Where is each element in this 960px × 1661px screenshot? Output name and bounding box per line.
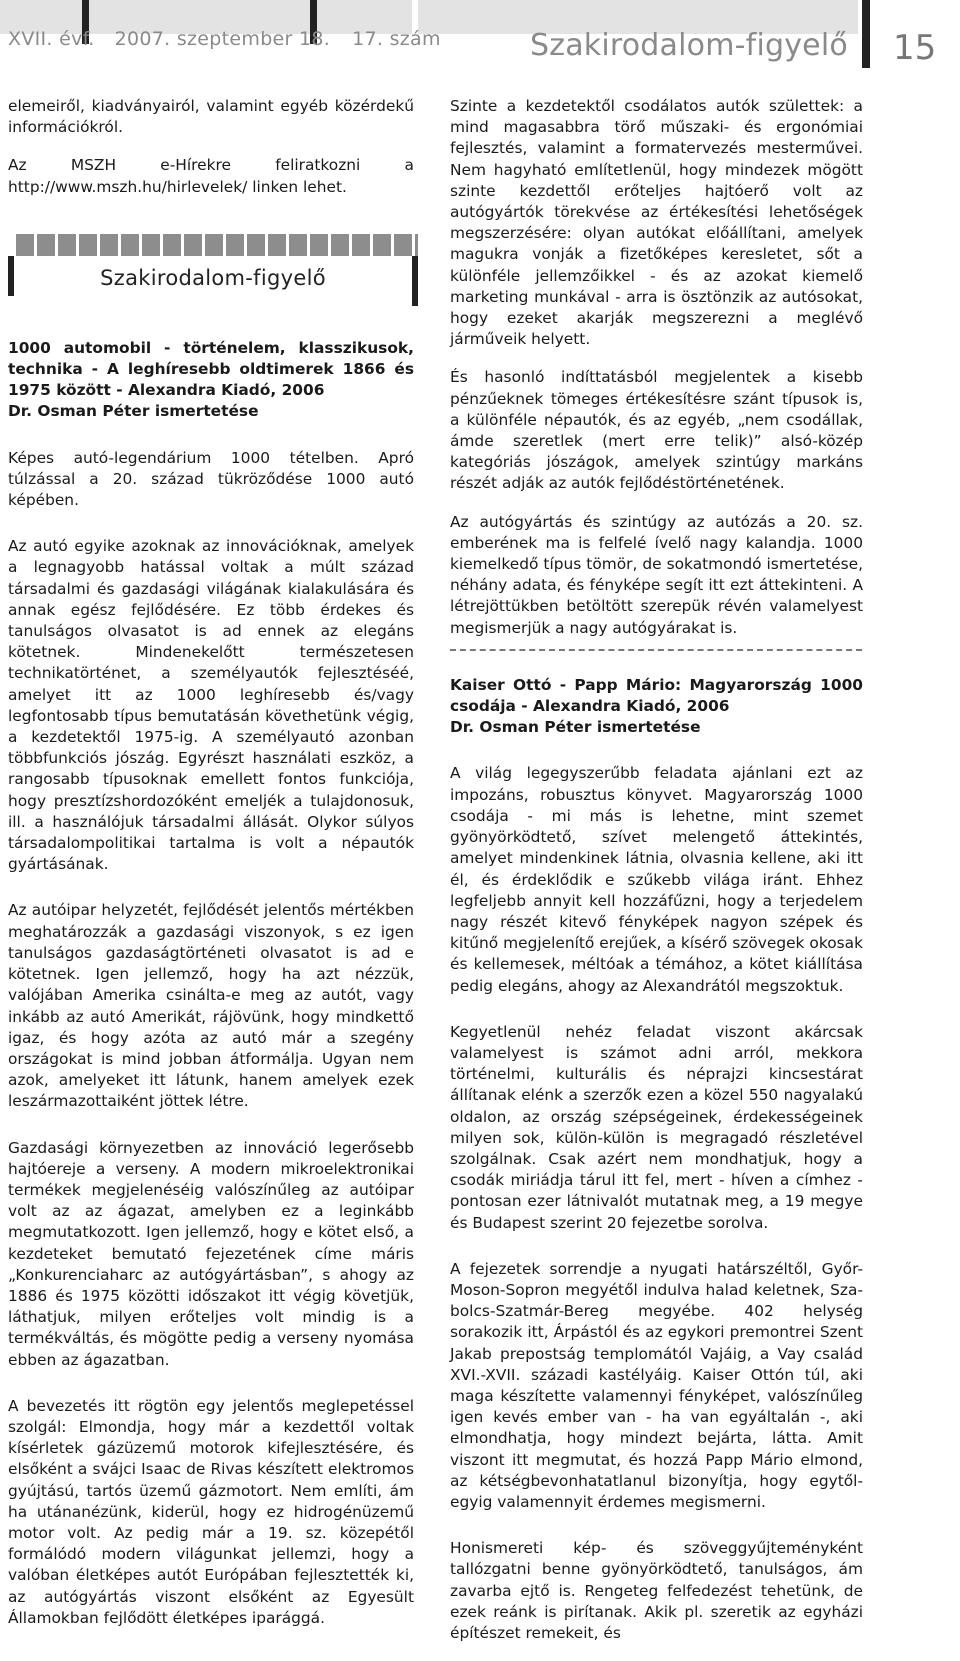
right-column: [450, 96, 863, 1661]
body-paragraph: Szinte a kezdetektől csodálatos autók születtek: a mind magasabbra törő műszaki- és ergonómiai fejlesztés, valamint a formatervezés mesterművei. Nem hagyható említetlenül, hogy mindezek mögött szinte kezdettől erőteljes hajtóerő volt az autógyártók törekvése az értékesítési lehetőségek megszerzésére: olyan autókat előállítani, amelyek magukra vonják a fizetőképes keresletet, sőt a különféle jellemzőikkel - és az azokat kiemelő marketing munkával - arra is ösztönzik az autósokat, hogy ezeket akarják megszerezni a meglévő járműveik helyett.: [450, 97, 863, 349]
section-title: Szakirodalom-figyelő: [530, 28, 848, 63]
intro-subscribe-paragraph: Az MSZH e-Hírekre feliratkozni a http://www.mszh.hu/hirlevelek/ linken lehet.: [8, 156, 414, 196]
section-divider: [450, 649, 862, 651]
body-paragraph: A világ legegyszerűbb feladata ajánlani ezt az impozáns, robusztus könyvet. Magyarország 1000 csodája - mi más is lehetne, mint szemet gyönyörködtető, szívet melengető áttekintés, amelyet mindenkinek látnia, olvasnia kellene, aki itt él, és érdeklődik e szűkebb világa iránt. Ehhez legfeljebb annyit kell hozzáfűzni, hogy a terjedelem nagy részét kitevő fényképek nagyon szépek és kitűnő megjelenítő erejűek, a kísérő szövegek okosak és kellemesek, méltóak a témához, a kötet kiállítása pedig elegáns, ahogy az Alexandrától megszoktuk.: [450, 764, 863, 995]
section-box: [8, 234, 418, 314]
intro-paragraph: elemeiről, kiadványairól, valamint egyéb közérdekű információkról.: [8, 97, 414, 137]
box-title: Szakirodalom-figyelő: [100, 265, 326, 290]
body-paragraph: Gazdasági környezetben az innováció legerősebb hajtóereje a verseny. A modern mikroelektronikai termékek megjelenéséig valószínűleg az autóipar volt az az ágazat, amelyben ez a leginkább megmutatkozott. Igen jellemző, hogy e kötet első, a kezdeteket bemutató fejezetének címe máris „Konkurenciaharc az autógyártásban”, s ahogy az 1886 és 1975 közötti időszakot itt végig követjük, láthatjuk, milyen erőteljes volt mindig is a termékváltás, és mögötte pedig a verseny nyomása ebben az ágazatban.: [8, 1138, 414, 1369]
book-title: Kaiser Ottó - Papp Mário: Magyarország 1000 csodája - Alexandra Kiadó, 2006: [450, 675, 863, 716]
header-divider: [862, 0, 870, 68]
book-reviewer: Dr. Osman Péter ismertetése: [450, 718, 701, 737]
box-stripe: [16, 234, 418, 256]
header-issue-info: [8, 28, 441, 50]
body-paragraph: És hasonló indíttatásból megjelentek a kisebb pénzűeknek tömeges értékesítésre szánt típusok is, a különféle népautók, és az egyéb, „nem csodállak, ámde szeretlek (mert erre telik)” alsó-közép kategóriás jószágok, amelyek szintúgy markáns részét adják az autók fejlődéstörténetének.: [450, 368, 863, 493]
body-paragraph: Az autóipar helyzetét, fejlődését jelentős mértékben meghatározzák a gazdasági viszonyok, s ez igen tanulságos gazdaságtörténeti olvasatot is ad e kötetnek. Igen jellemző, hogy ha azt nézzük, valójában Amerika csinálta-e meg az autót, vagy inkább az autó Amerikát, rájövünk, hogy mindkettő igaz, és hogy azóta az autó már a szegény országokat is mind jobban átformálja. Ugyan nem azok, amelyeket itt látunk, hanem amelyek ezek leszármazottaiként jöttek létre.: [8, 901, 414, 1111]
book-title: 1000 automobil - történelem, klasszikusok, technika - A leghíresebb oldtimerek 1866 és 1975 között - Alexandra Kiadó, 2006: [8, 338, 414, 400]
issue-date: 2007. szeptember 18.: [114, 28, 331, 50]
body-paragraph: Kegyetlenül nehéz feladat viszont akárcsak valamelyest is számot adni arról, mekkora történelmi, kulturális és néprajzi kincsestárat állítanak elénk a szerzők ezen a közel 550 nagyalakú oldalon, az ország szépségeinek, érdekességeinek milyen sok, külön-külön is megragadó részletével szolgálnak. Csak azért nem mondhatjuk, hogy a csodák miriádja tárul itt fel, mert - híven a címhez - pontosan ezer látnivalót mutatnak meg, a 19 megye és Budapest szerint 20 fejezetbe sorolva.: [450, 1022, 863, 1232]
page-number: 15: [893, 28, 937, 68]
body-paragraph: Honismereti kép- és szöveggyűjteményként tallózgatni benne gyönyörködtető, tanulságos, ám zavarba ejtő is. Rengeteg felfedezést tehetünk, de ezek reánk is pirítanak. Akik pl. szeretik az egyházi építészet remekeit, és: [450, 1539, 863, 1642]
left-column: [8, 96, 414, 1646]
book-subtitle: Képes autó-legendárium 1000 tételben. Apró túlzással a 20. század tükröződése 1000 autó képében.: [8, 448, 414, 510]
body-paragraph: A fejezetek sorrendje a nyugati határszéltől, Győr-Moson-Sopron megyétől indulva halad keletnek, Szabolcs-Szatmár-Bereg megyébe. 402 helység sorakozik itt, Árpástól és az egykori premontrei Szent Jakab prepostság templomától Vajáig, a Vay család XVI.-XVII. századi kastélyáig. Kaiser Ottón túl, aki maga készítette valamennyi fényképet, valószínűleg igen kevés ember van - ha van egyáltalán -, aki elmondhatja, hogy mindezt bejárta, látta. Amit viszont itt megmutat, és hozzá Papp Mário elmond, az kétségbevonhatatlanul bizonyítja, hogy egytől-egyig valamennyit érdemes megismerni.: [450, 1259, 863, 1511]
issue-label: XVII. évf.: [8, 28, 95, 50]
body-paragraph: Az autógyártás és szintúgy az autózás a 20. sz. emberének ma is felfelé ívelő nagy kalandja. 1000 kiemelkedő típus tömör, de sokatmondó ismertetése, néhány adata, és fényképe segít itt ezt áttekinteni. A létrejöttükben betöltött szerepük révén valamelyest megismerjük a nagy autógyárakat is.: [450, 512, 863, 637]
body-paragraph: Az autó egyike azoknak az innovációknak, amelyek a legnagyobb hatással voltak a múlt század társadalmi és gazdasági világának kialakulására és annak egész fejlődésére. Ez több érdekes és tanulságos olvasatot is ad ennek az elegáns kötetnek. Mindenekelőtt természetesen technikatörténet, a személyautók fejlesztéséé, amelyet itt az 1000 leghíresebb és/vagy legfontosabb típus bemutatásán követhetünk végig, a kezdetektől 1975-ig. A személyautó azonban többfunkciós jószág. Egyrészt használati eszköz, a rangosabb típusoknak emellett fontos funkciója, hogy presztízshordozóként emeljék a tulajdonosuk, ill. a használójuk társadalmi állását. Olykor súlyos társadalompolitikai tartalma is volt a népautók gyártásának.: [8, 537, 414, 874]
body-paragraph: A bevezetés itt rögtön egy jelentős meglepetéssel szolgál: Elmondja, hogy már a kezdettől voltak kísérletek gázüzemű motorok kifejlesztésére, és elsőként a svájci Isaac de Rivas készített elektromos gyújtású, tartós üzemű gázmotort. Nem említi, ám ha utánanézünk, kiderül, hogy ez hidrogénüzemű motor volt. Az pedig már a 19. sz. közepétől formálódó modern világunkat jellemzi, hogy a valóban életképes autót Európában fejlesztették ki, az autógyártás viszont elsőként az Egyesült Államokban fejlődött életképes iparággá.: [8, 1396, 414, 1627]
book-reviewer: Dr. Osman Péter ismertetése: [8, 402, 259, 421]
issue-number: 17. szám: [352, 28, 441, 50]
